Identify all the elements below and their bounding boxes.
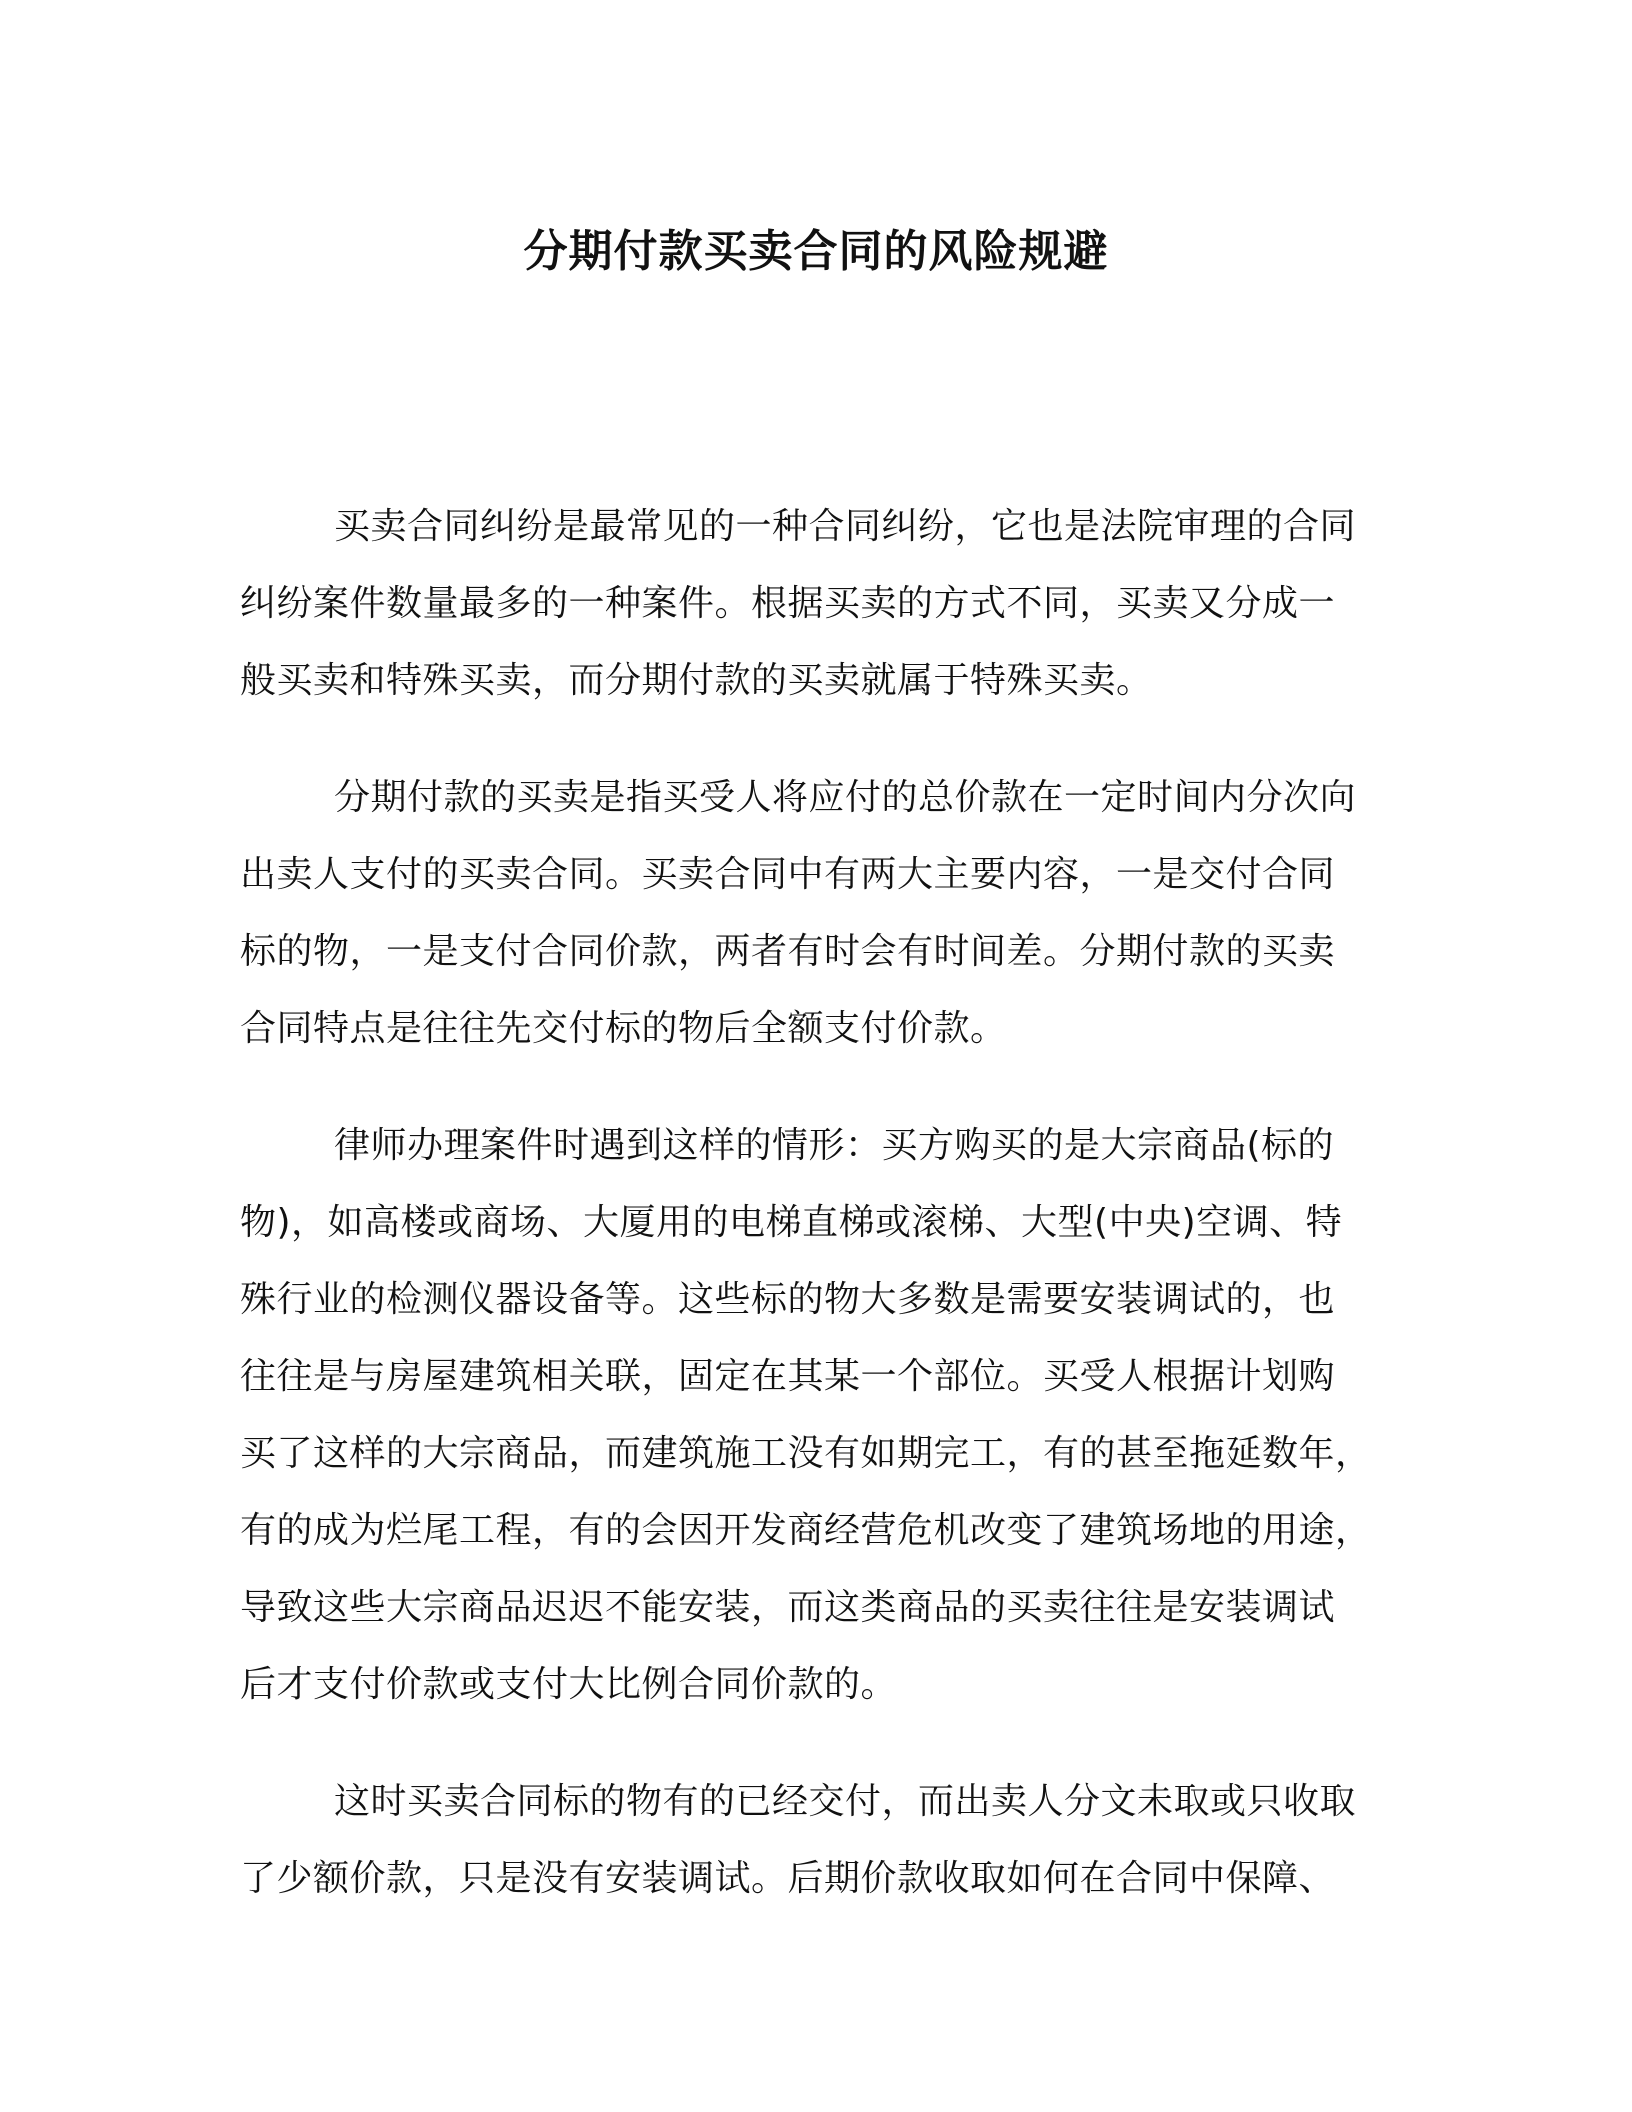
paragraph-line: 后才支付价款或支付大比例合同价款的。 [240,1664,898,1705]
paragraph-line: 这时买卖合同标的物有的已经交付，而出卖人分文未取或只收取 [334,1781,1357,1822]
paragraph-line: 合同特点是往往先交付标的物后全额支付价款。 [240,1008,1007,1049]
paragraph-line: 般买卖和特殊买卖，而分期付款的买卖就属于特殊买卖。 [240,660,1153,701]
paragraph-line: 买卖合同纠纷是最常见的一种合同纠纷，它也是法院审理的合同 [334,506,1357,547]
document-body [240,488,1370,1957]
paragraph-line: 分期付款的买卖是指买受人将应付的总价款在一定时间内分次向 [334,777,1357,818]
paragraph-line: 出卖人支付的买卖合同。买卖合同中有两大主要内容，一是交付合同 [240,854,1336,895]
paragraph-line: 导致这些大宗商品迟迟不能安装，而这类商品的买卖往往是安装调试 [240,1587,1336,1628]
paragraph-line: 纠纷案件数量最多的一种案件。根据买卖的方式不同，买卖又分成一 [240,583,1336,624]
paragraph-line: 物)，如高楼或商场、大厦用的电梯直梯或滚梯、大型(中央)空调、特 [240,1202,1343,1243]
paragraph-line: 律师办理案件时遇到这样的情形：买方购买的是大宗商品(标的 [334,1125,1335,1166]
paragraph-line: 有的成为烂尾工程，有的会因开发商经营危机改变了建筑场地的用途， [240,1510,1372,1551]
paragraph-3 [240,1107,1370,1723]
paragraph-line: 殊行业的检测仪器设备等。这些标的物大多数是需要安装调试的，也 [240,1279,1336,1320]
document-title: 分期付款买卖合同的风险规避 [523,226,1109,277]
paragraph-line: 买了这样的大宗商品，而建筑施工没有如期完工，有的甚至拖延数年， [240,1433,1372,1474]
paragraph-1 [240,488,1370,719]
paragraph-2 [240,759,1370,1067]
paragraph-line: 往往是与房屋建筑相关联，固定在其某一个部位。买受人根据计划购 [240,1356,1336,1397]
paragraph-line: 标的物，一是支付合同价款，两者有时会有时间差。分期付款的买卖 [240,931,1336,972]
paragraph-line: 了少额价款，只是没有安装调试。后期价款收取如何在合同中保障、 [240,1858,1336,1899]
paragraph-4 [240,1763,1370,1917]
